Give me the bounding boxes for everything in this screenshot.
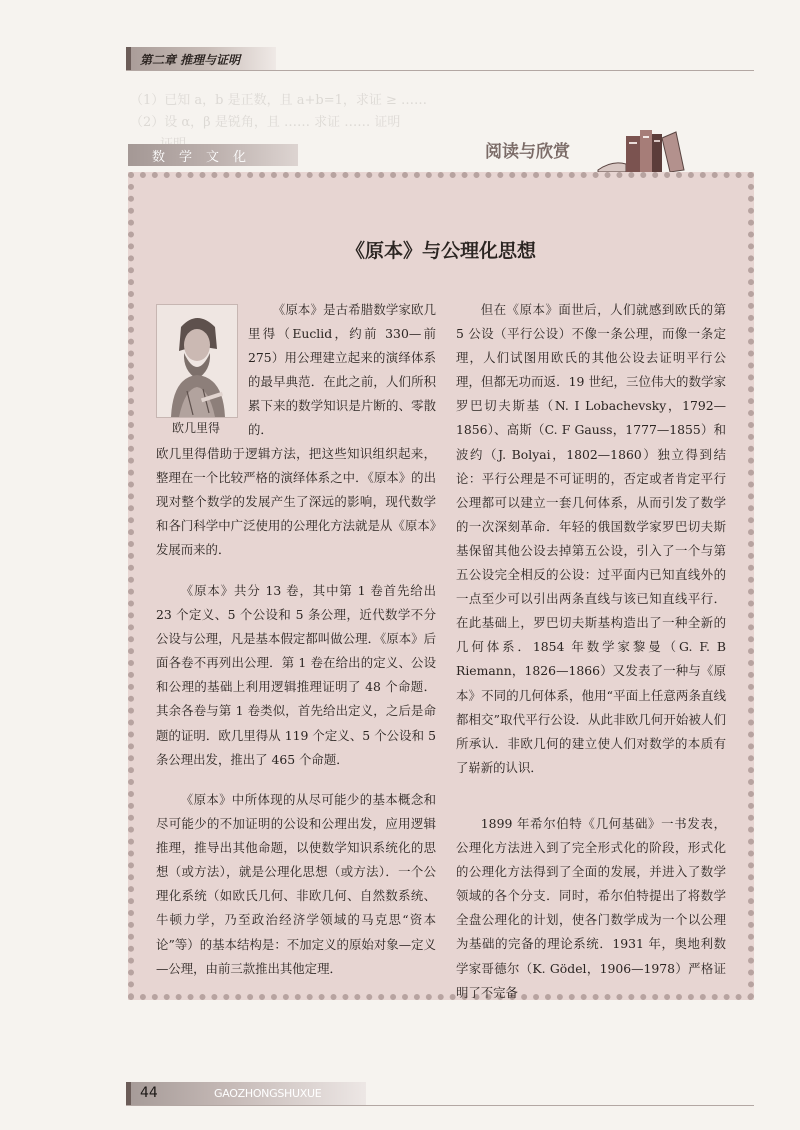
paragraph-3: 《原本》中所体现的从尽可能少的基本概念和尽可能少的不加证明的公设和公理出发，应用逻辑推理，推导出其他命题，以使数学知识系统化的思想（或方法），就是公理化思想（或方法）．一个公理化系统（如欧氏几何、非欧几何、自然数系统、牛顿力学，乃至政治经济学领域的马克思“资本论”等）的基本结构是：不加定义的原始对象—定义—公理，由前三款推出其他定理． — [156, 792, 436, 976]
portrait-caption: 欧几里得 — [171, 421, 220, 435]
paragraph-5: 1899 年希尔伯特《几何基础》一书发表，公理化方法进入到了完全形式化的阶段，形式化的公理化方法得到了全面的发展，并进入了数学领域的各个分支．同时，希尔伯特提出了将数学全盘公理化的计划，使各门数学成为一个以公理为基础的完备的理论系统．1931 年，奥地利数学家哥德尔（K. Gödel，1906—1978）严格证明了不完备 — [456, 816, 726, 1000]
ghost-line: （2）设 α，β 是锐角，且 …… 求证 …… 证明 — [130, 115, 401, 130]
footer-rule — [126, 1105, 754, 1106]
column-title: 阅读与欣赏 — [485, 142, 570, 162]
paragraph-2: 《原本》共分 13 卷，其中第 1 卷首先给出 23 个定义、5 个公设和 5 条公理，近代数学不分公设与公理，凡是基本假定都叫做公理．《原本》后面各卷不再列出公理．第 1 卷在给出的定义、公设和公理的基础上利用逻辑推理证明了 48 个命题．其余各卷与第 1 卷类似，首先给出定义，之后是命题的证明．欧几里得从 119 个定义、5 个公设和 5 条公理出发，推出了 465 个命题． — [156, 583, 436, 767]
euclid-portrait-icon — [156, 304, 238, 418]
article-title: 《原本》与公理化思想 — [345, 240, 536, 262]
page-footer — [126, 1082, 366, 1106]
chapter-title: 第二章 推理与证明 — [140, 53, 241, 67]
footer-brand: GAOZHONGSHUXUE — [214, 1087, 322, 1100]
page-number: 44 — [140, 1085, 158, 1101]
paragraph-1-continued: 欧几里得借助于逻辑方法，把这些知识组织起来，整理在一个比较严格的演绎体系之中．《原本》的出现对整个数学的发展产生了深远的影响，现代数学和各门科学中广泛使用的公理化方法就是从《原本》发展而来的． — [156, 446, 436, 558]
ghost-line: （1）已知 a，b 是正数，且 a+b=1，求证 ≥ …… — [130, 93, 428, 108]
section-category: 数学文化 — [152, 150, 261, 165]
section-category-bar — [128, 144, 298, 166]
paragraph-1-intro: 《原本》是古希腊数学家欧几里得（Euclid，约前 330—前 275）用公理建立起来的演绎体系的最早典范．在此之前，人们所积累下来的数学知识是片断的、零散的． — [248, 302, 436, 438]
chapter-header — [126, 47, 276, 71]
paragraph-4: 但在《原本》面世后，人们就感到欧氏的第 5 公设（平行公设）不像一条公理，而像一条定理，人们试图用欧氏的其他公设去证明平行公理，但都无功而返．19 世纪，三位伟大的数学家罗巴切夫斯基（N. I Lobachevsky，1792—1856）、高斯（C. F Gauss，1777—1855）和波约（J. Bolyai，1802—1860）独立得到结论：平行公理是不可证明的，否定或者肯定平行公理都可以建立一套几何体系，从而引发了数学的一次深刻革命．年轻的俄国数学家罗巴切夫斯基保留其他公设去掉第五公设，引入了一个与第五公设完全相反的公设：过平面内已知直线外的一点至少可以引出两条直线与该已知直线平行．在此基础上，罗巴切夫斯基构造出了一种全新的几何体系．1854 年数学家黎曼（G. F. B Riemann，1826—1866）又发表了一种与《原本》不同的几何体系，他用“平面上任意两条直线都相交”取代平行公设．从此非欧几何开始被人们所承认．非欧几何的建立使人们对数学的本质有了崭新的认识． — [456, 302, 726, 775]
header-rule — [126, 70, 754, 71]
